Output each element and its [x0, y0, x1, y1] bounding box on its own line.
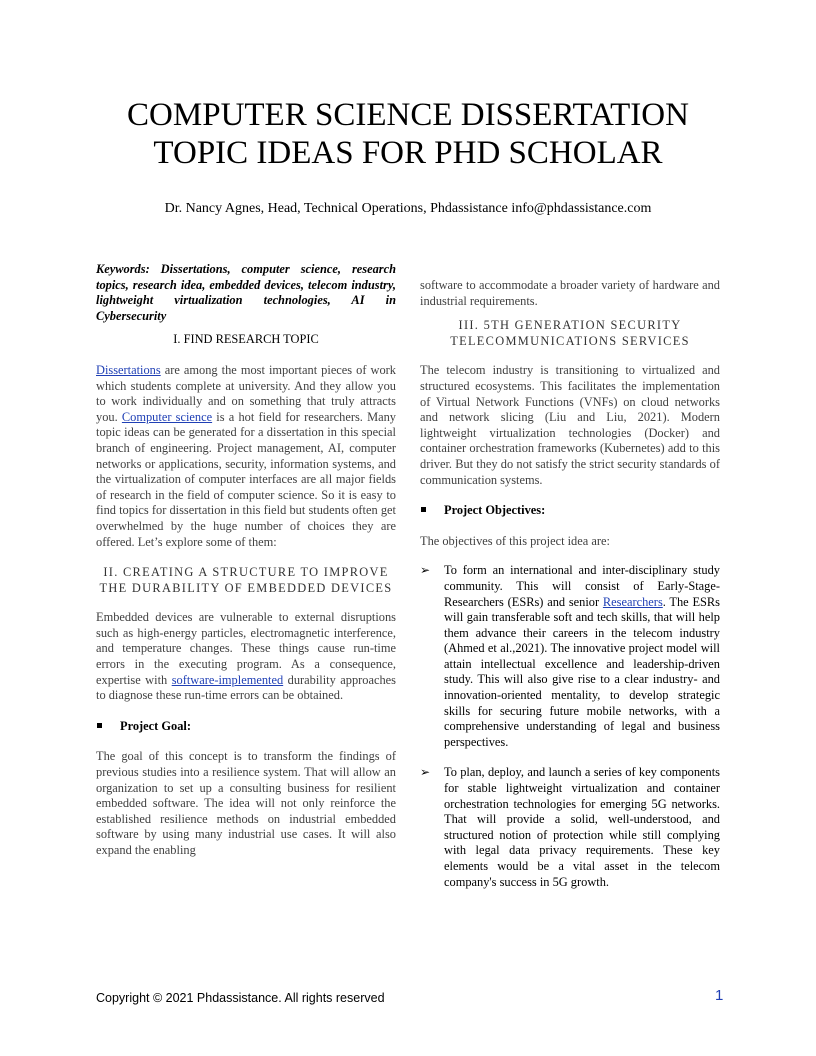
bullet-project-objectives — [420, 503, 720, 519]
objective-2-text: To plan, deploy, and launch a series of key components for stable lightweight virtualization and container orchestration technologies for emerging 5G networks. That will provide a solid, well-understood, and structured notion of protection while still complying with legal data privacy requirements. These key elements would be a vital asset in the telecom company's success in 5G growth. — [444, 765, 720, 889]
embedded-text-2: durability approaches to diagnose these run-time errors can be obtained. — [96, 672, 396, 703]
intro-text-1: are among the most important pieces of work which students complete at university. And they allow you to work individually and on something that truly attracts you. — [96, 362, 396, 424]
computer-science-link[interactable]: Computer science — [121, 409, 213, 424]
embedded-text-1: Embedded devices are vulnerable to external disruptions such as high-energy particles, electromagnetic interference, and temperature changes. These things cause run-time errors in the executing program. As a consequence, expertise with — [96, 610, 396, 687]
left-column — [96, 262, 396, 859]
heading3-line-2: TELECOMMUNICATIONS SERVICES — [450, 333, 690, 348]
square-bullet-icon — [97, 723, 102, 728]
objective-1-text — [444, 563, 720, 750]
arrow-bullet-icon: ➢ — [420, 563, 431, 578]
paragraph-telecom: The telecom industry is transitioning to virtualized and structured ecosystems. This facilitates the implementation of Virtual Network Functions (VNFs) on cloud networks and network slicing (Liu and Liu, 2021). Modern lightweight virtualization technologies (Docker) and container orchestration frameworks (Kubernetes) add to this driver. But they do not satisfy the strict security standards of communication systems. — [420, 363, 720, 487]
square-bullet-icon — [421, 507, 426, 512]
keywords: Keywords: Dissertations, computer science, research topics, research idea, embedded devices, telecom industry, lightweight virtualization technologies, AI in Cybersecurity — [96, 262, 396, 323]
author-line: Dr. Nancy Agnes, Head, Technical Operations, Phdassistance info@phdassistance.com — [164, 201, 652, 216]
paragraph-intro — [96, 363, 396, 550]
paragraph-objectives-intro: The objectives of this project idea are: — [420, 533, 610, 548]
section-heading-find-research-topic: I. FIND RESEARCH TOPIC — [173, 332, 319, 347]
bullet-project-goal — [96, 719, 396, 735]
paragraph-embedded — [96, 610, 396, 704]
page-number: 1 — [715, 987, 724, 1004]
heading2-line-1: II. CREATING A STRUCTURE TO IMPROVE — [103, 565, 389, 580]
dissertations-link[interactable]: Dissertations — [96, 362, 161, 377]
document-title — [0, 96, 816, 172]
heading3-line-1: III. 5TH GENERATION SECURITY — [458, 318, 682, 333]
title-line-1: COMPUTER SCIENCE DISSERTATION — [127, 97, 689, 133]
researchers-link[interactable]: Researchers — [602, 594, 663, 609]
paragraph-goal: The goal of this concept is to transform the findings of previous studies into a resilience system. That will allow an organization to set up a consulting business for resilient embedded software. The idea will not only reinforce the established resilience methods on industrial embedded software by using many industrial use cases. It will also expand the enabling — [96, 749, 396, 857]
footer-copyright: Copyright © 2021 Phdassistance. All rights reserved — [96, 991, 385, 1005]
intro-text-2: is a hot field for researchers. Many topic ideas can be generated for a dissertation in this special branch of engineering. Project management, AI, computer networks or applications, security, information systems, and the virtualization of computer interfaces are all major fields of research in the field of computer science. So it is easy to find topics for dissertation in this field but students often get overwhelmed by the huge number of choices they are offered. Let’s explore some of them: — [96, 409, 396, 549]
section-heading-5g-security — [420, 318, 720, 349]
section-heading-embedded-devices — [96, 565, 396, 596]
objective-1-part-1: To form an international and inter-disciplinary study community. This will consist of Early-Stage-Researchers (ESRs) and senior — [444, 563, 720, 609]
objective-item-1 — [420, 563, 720, 750]
heading2-line-2: THE DURABILITY OF EMBEDDED DEVICES — [99, 580, 393, 595]
arrow-bullet-icon: ➢ — [420, 765, 431, 780]
software-implemented-link[interactable]: software-implemented — [171, 672, 284, 687]
objective-item-2 — [420, 765, 720, 890]
title-line-2: TOPIC IDEAS FOR PHD SCHOLAR — [153, 135, 663, 171]
project-goal-label: Project Goal: — [120, 718, 191, 733]
right-column — [420, 278, 720, 890]
objective-1-part-2: . The ESRs will gain transferable soft and tech skills, that will help them advance their careers in the telecom industry (Ahmed et al.,2021). The innovative project model will attain intellectual excellence and leadership-driven study. This will also give rise to a clear industry- and innovation-oriented mentality, to develop strategic skills for securing future mobile networks, with a comprehensive understanding of legal and business perspectives. — [444, 594, 720, 749]
project-objectives-label: Project Objectives: — [444, 503, 546, 518]
paragraph-continuation: software to accommodate a broader variety of hardware and industrial requirements. — [420, 278, 720, 308]
